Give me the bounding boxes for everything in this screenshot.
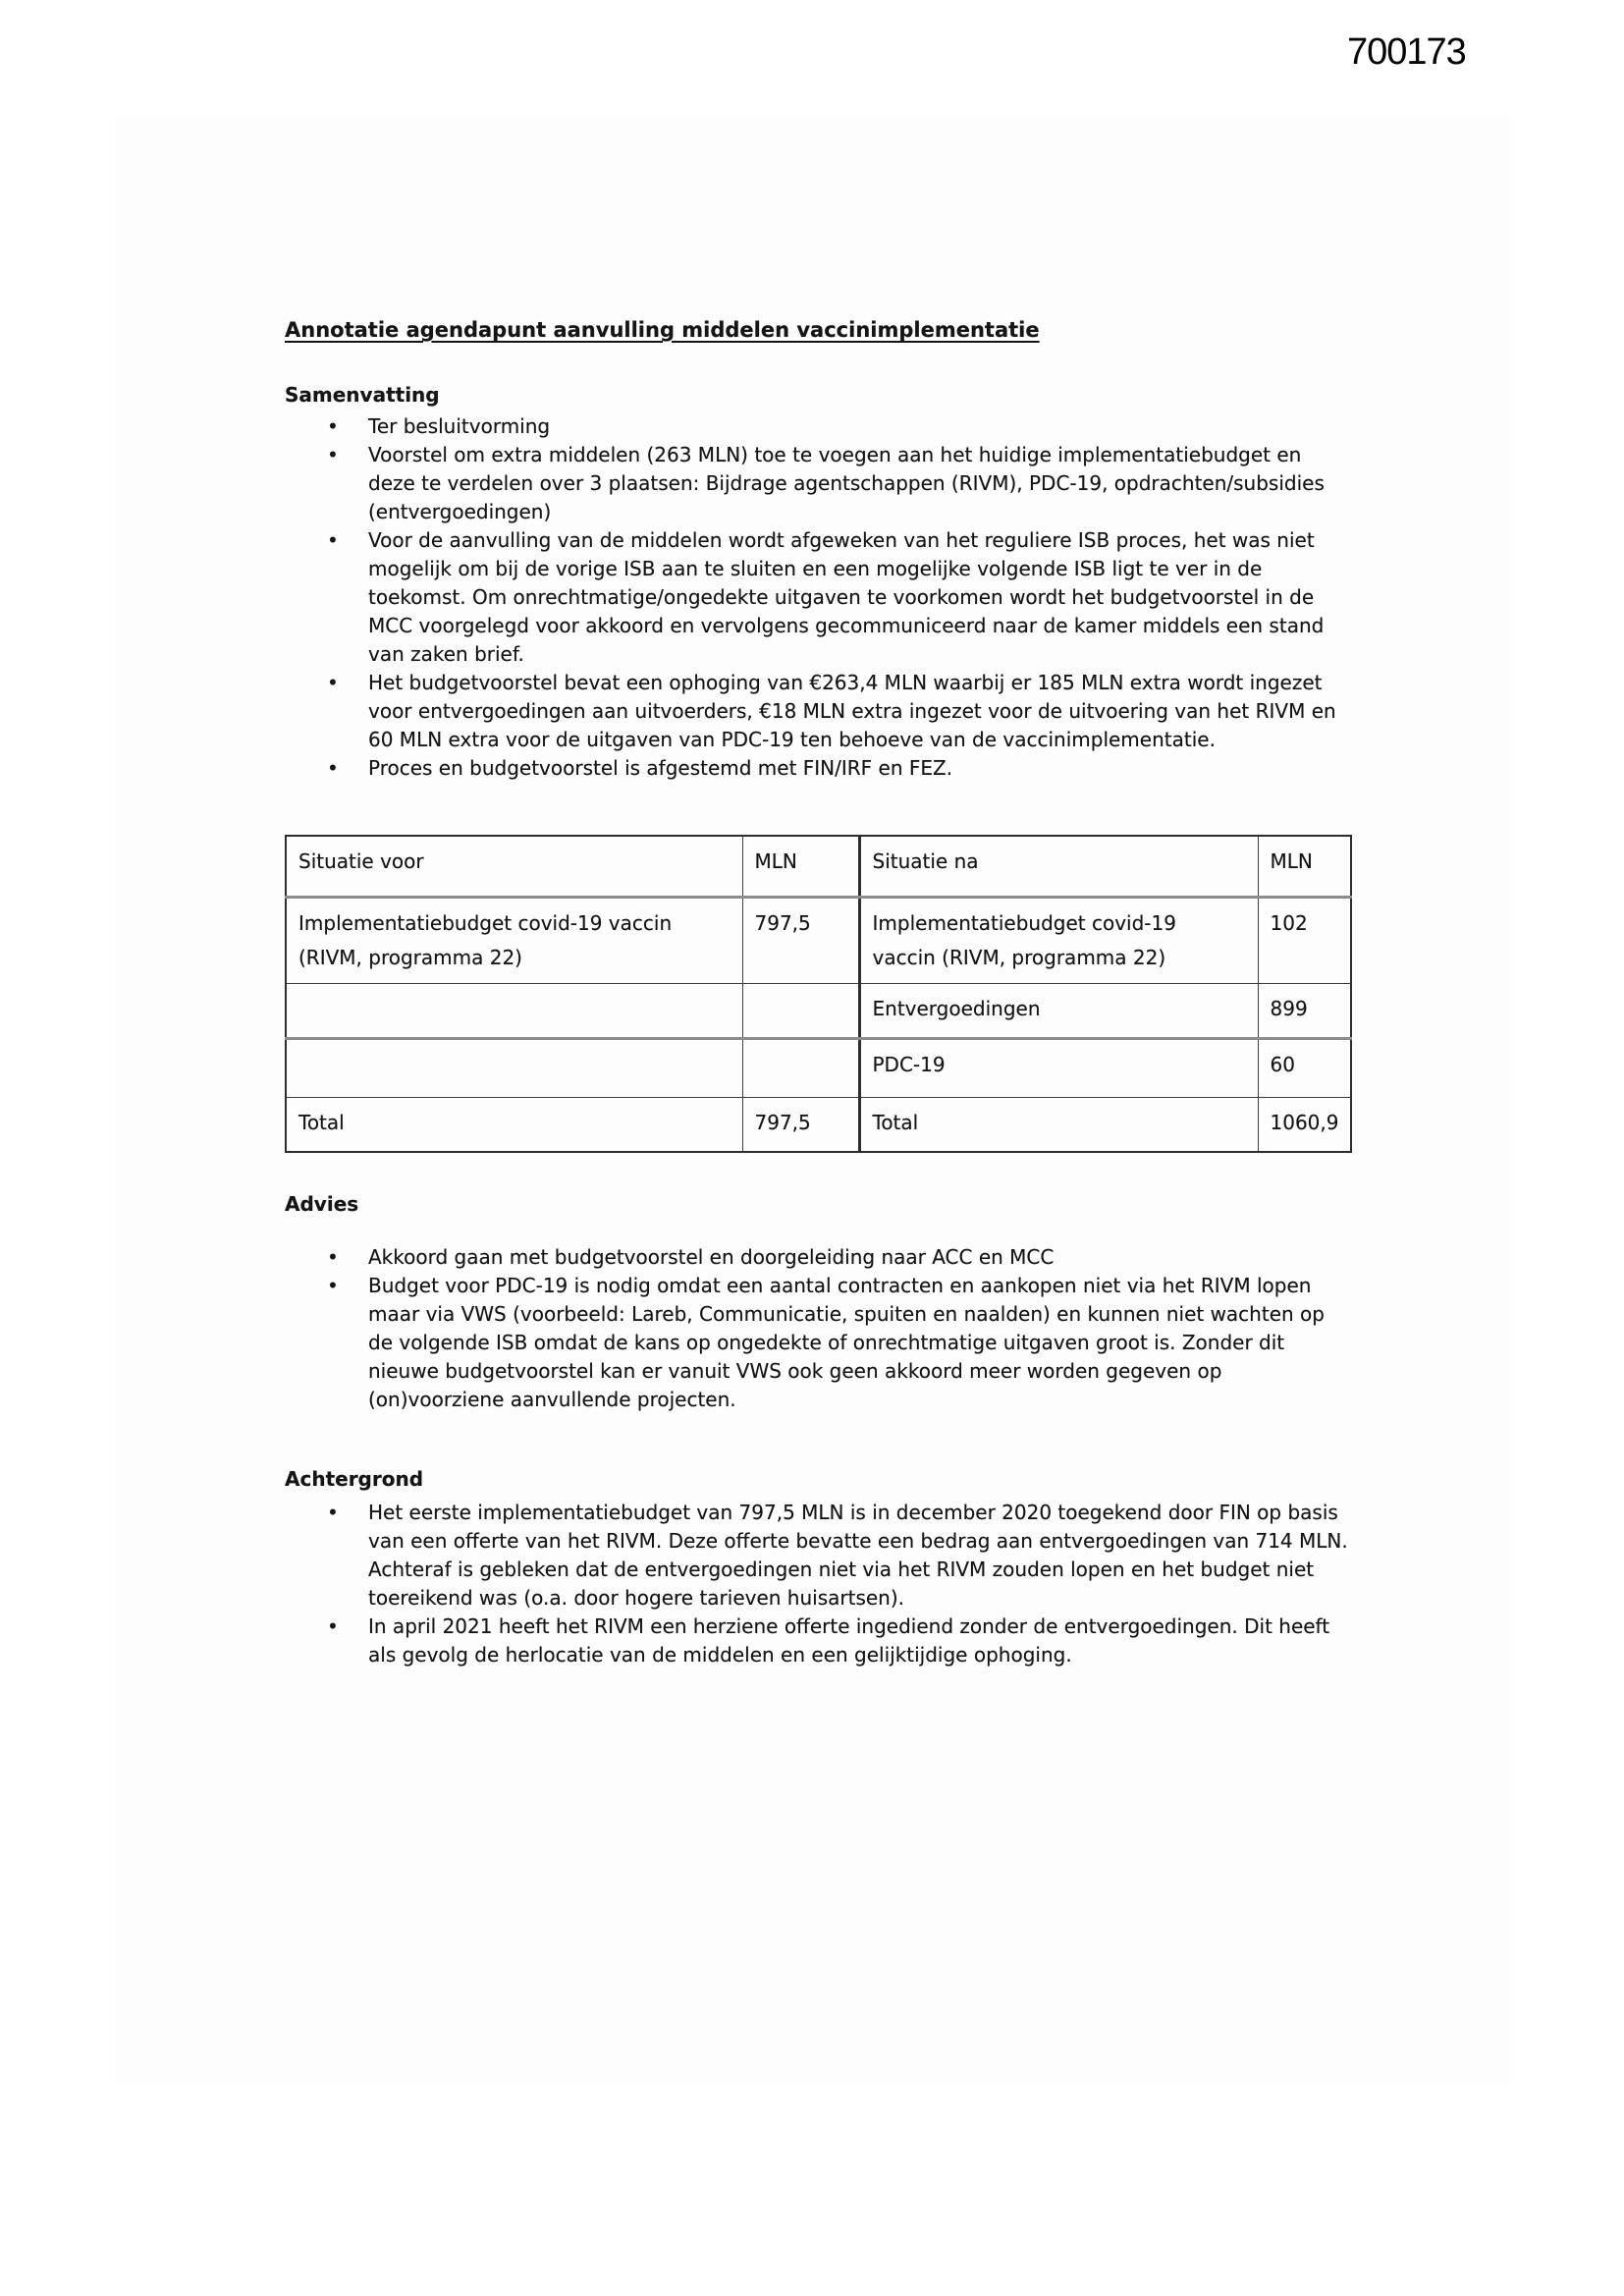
table-header-cell: Situatie na xyxy=(859,836,1258,898)
table-header-row xyxy=(286,836,1351,898)
page-title: Annotatie agendapunt aanvulling middelen vaccinimplementatie xyxy=(285,318,1040,342)
table-cell xyxy=(742,1039,859,1098)
table-cell: PDC-19 xyxy=(859,1039,1258,1098)
bullet-item: • Budget voor PDC-19 is nodig omdat een aantal contracten en aankopen niet via het RIVM lopen maar via VWS (voorbeeld: Lareb, Communicatie, spuiten en naalden) en kunnen niet wachten op de volgende ISB omdat de kans op ongedekte of onrechtmatige uitgaven groot is. Zonder dit nieuwe budgetvoorstel kan er vanuit VWS ook geen akkoord meer worden gegeven op (on)voorziene aanvullende projecten. xyxy=(368,1272,1350,1414)
table-row xyxy=(286,984,1351,1039)
achtergrond-bullet-list xyxy=(285,1499,1350,1669)
table-row xyxy=(286,1039,1351,1098)
table-row xyxy=(286,898,1351,984)
document-number: 700173 xyxy=(1347,31,1466,73)
section-heading-samenvatting: Samenvatting xyxy=(285,383,440,407)
budget-table xyxy=(285,835,1352,1153)
table-cell xyxy=(286,1039,742,1098)
bullet-item: • Ter besluitvorming xyxy=(368,412,1350,441)
table-cell xyxy=(742,984,859,1039)
table-header-cell: MLN xyxy=(742,836,859,898)
table-cell: 102 xyxy=(1258,898,1351,984)
bullet-item: • In april 2021 heeft het RIVM een herziene offerte ingediend zonder de entvergoedingen. Dit heeft als gevolg de herlocatie van de middelen en een gelijktijdige ophoging. xyxy=(368,1613,1350,1669)
table-cell xyxy=(286,984,742,1039)
table-cell: Implementatiebudget covid-19 vaccin (RIVM, programma 22) xyxy=(859,898,1258,984)
bullet-item: • Het eerste implementatiebudget van 797,5 MLN is in december 2020 toegekend door FIN op basis van een offerte van het RIVM. Deze offerte bevatte een bedrag aan entvergoedingen van 714 MLN. Achteraf is gebleken dat de entvergoedingen niet via het RIVM zouden lopen en het budget niet toereikend was (o.a. door hogere tarieven huisartsen). xyxy=(368,1499,1350,1613)
table-cell: 899 xyxy=(1258,984,1351,1039)
table-cell: 1060,9 xyxy=(1258,1098,1351,1153)
bullet-item: • Akkoord gaan met budgetvoorstel en doorgeleiding naar ACC en MCC xyxy=(368,1243,1350,1272)
bullet-item: • Voorstel om extra middelen (263 MLN) toe te voegen aan het huidige implementatiebudget en deze te verdelen over 3 plaatsen: Bijdrage agentschappen (RIVM), PDC-19, opdrachten/subsidies (entvergoedingen) xyxy=(368,441,1350,526)
table-row xyxy=(286,1098,1351,1153)
table-cell: Total xyxy=(859,1098,1258,1153)
table-cell: Total xyxy=(286,1098,742,1153)
table-header-cell: MLN xyxy=(1258,836,1351,898)
advies-bullet-list xyxy=(285,1243,1350,1414)
table-header-cell: Situatie voor xyxy=(286,836,742,898)
table-cell: 797,5 xyxy=(742,898,859,984)
bullet-item: • Voor de aanvulling van de middelen wordt afgeweken van het reguliere ISB proces, het was niet mogelijk om bij de vorige ISB aan te sluiten en een mogelijke volgende ISB ligt te ver in de toekomst. Om onrechtmatige/ongedekte uitgaven te voorkomen wordt het budgetvoorstel in de MCC voorgelegd voor akkoord en vervolgens gecommuniceerd naar de kamer middels een stand van zaken brief. xyxy=(368,526,1350,669)
bullet-item: • Het budgetvoorstel bevat een ophoging van €263,4 MLN waarbij er 185 MLN extra wordt ingezet voor entvergoedingen aan uitvoerders, €18 MLN extra ingezet voor de uitvoering van het RIVM en 60 MLN extra voor de uitgaven van PDC-19 ten behoeve van de vaccinimplementatie. xyxy=(368,669,1350,754)
table-cell: Implementatiebudget covid-19 vaccin (RIVM, programma 22) xyxy=(286,898,742,984)
table-cell: 60 xyxy=(1258,1039,1351,1098)
table-cell: 797,5 xyxy=(742,1098,859,1153)
section-heading-achtergrond: Achtergrond xyxy=(285,1467,424,1491)
bullet-item: • Proces en budgetvoorstel is afgestemd met FIN/IRF en FEZ. xyxy=(368,754,1350,783)
table-cell: Entvergoedingen xyxy=(859,984,1258,1039)
samenvatting-bullet-list xyxy=(285,412,1350,783)
section-heading-advies: Advies xyxy=(285,1192,359,1216)
